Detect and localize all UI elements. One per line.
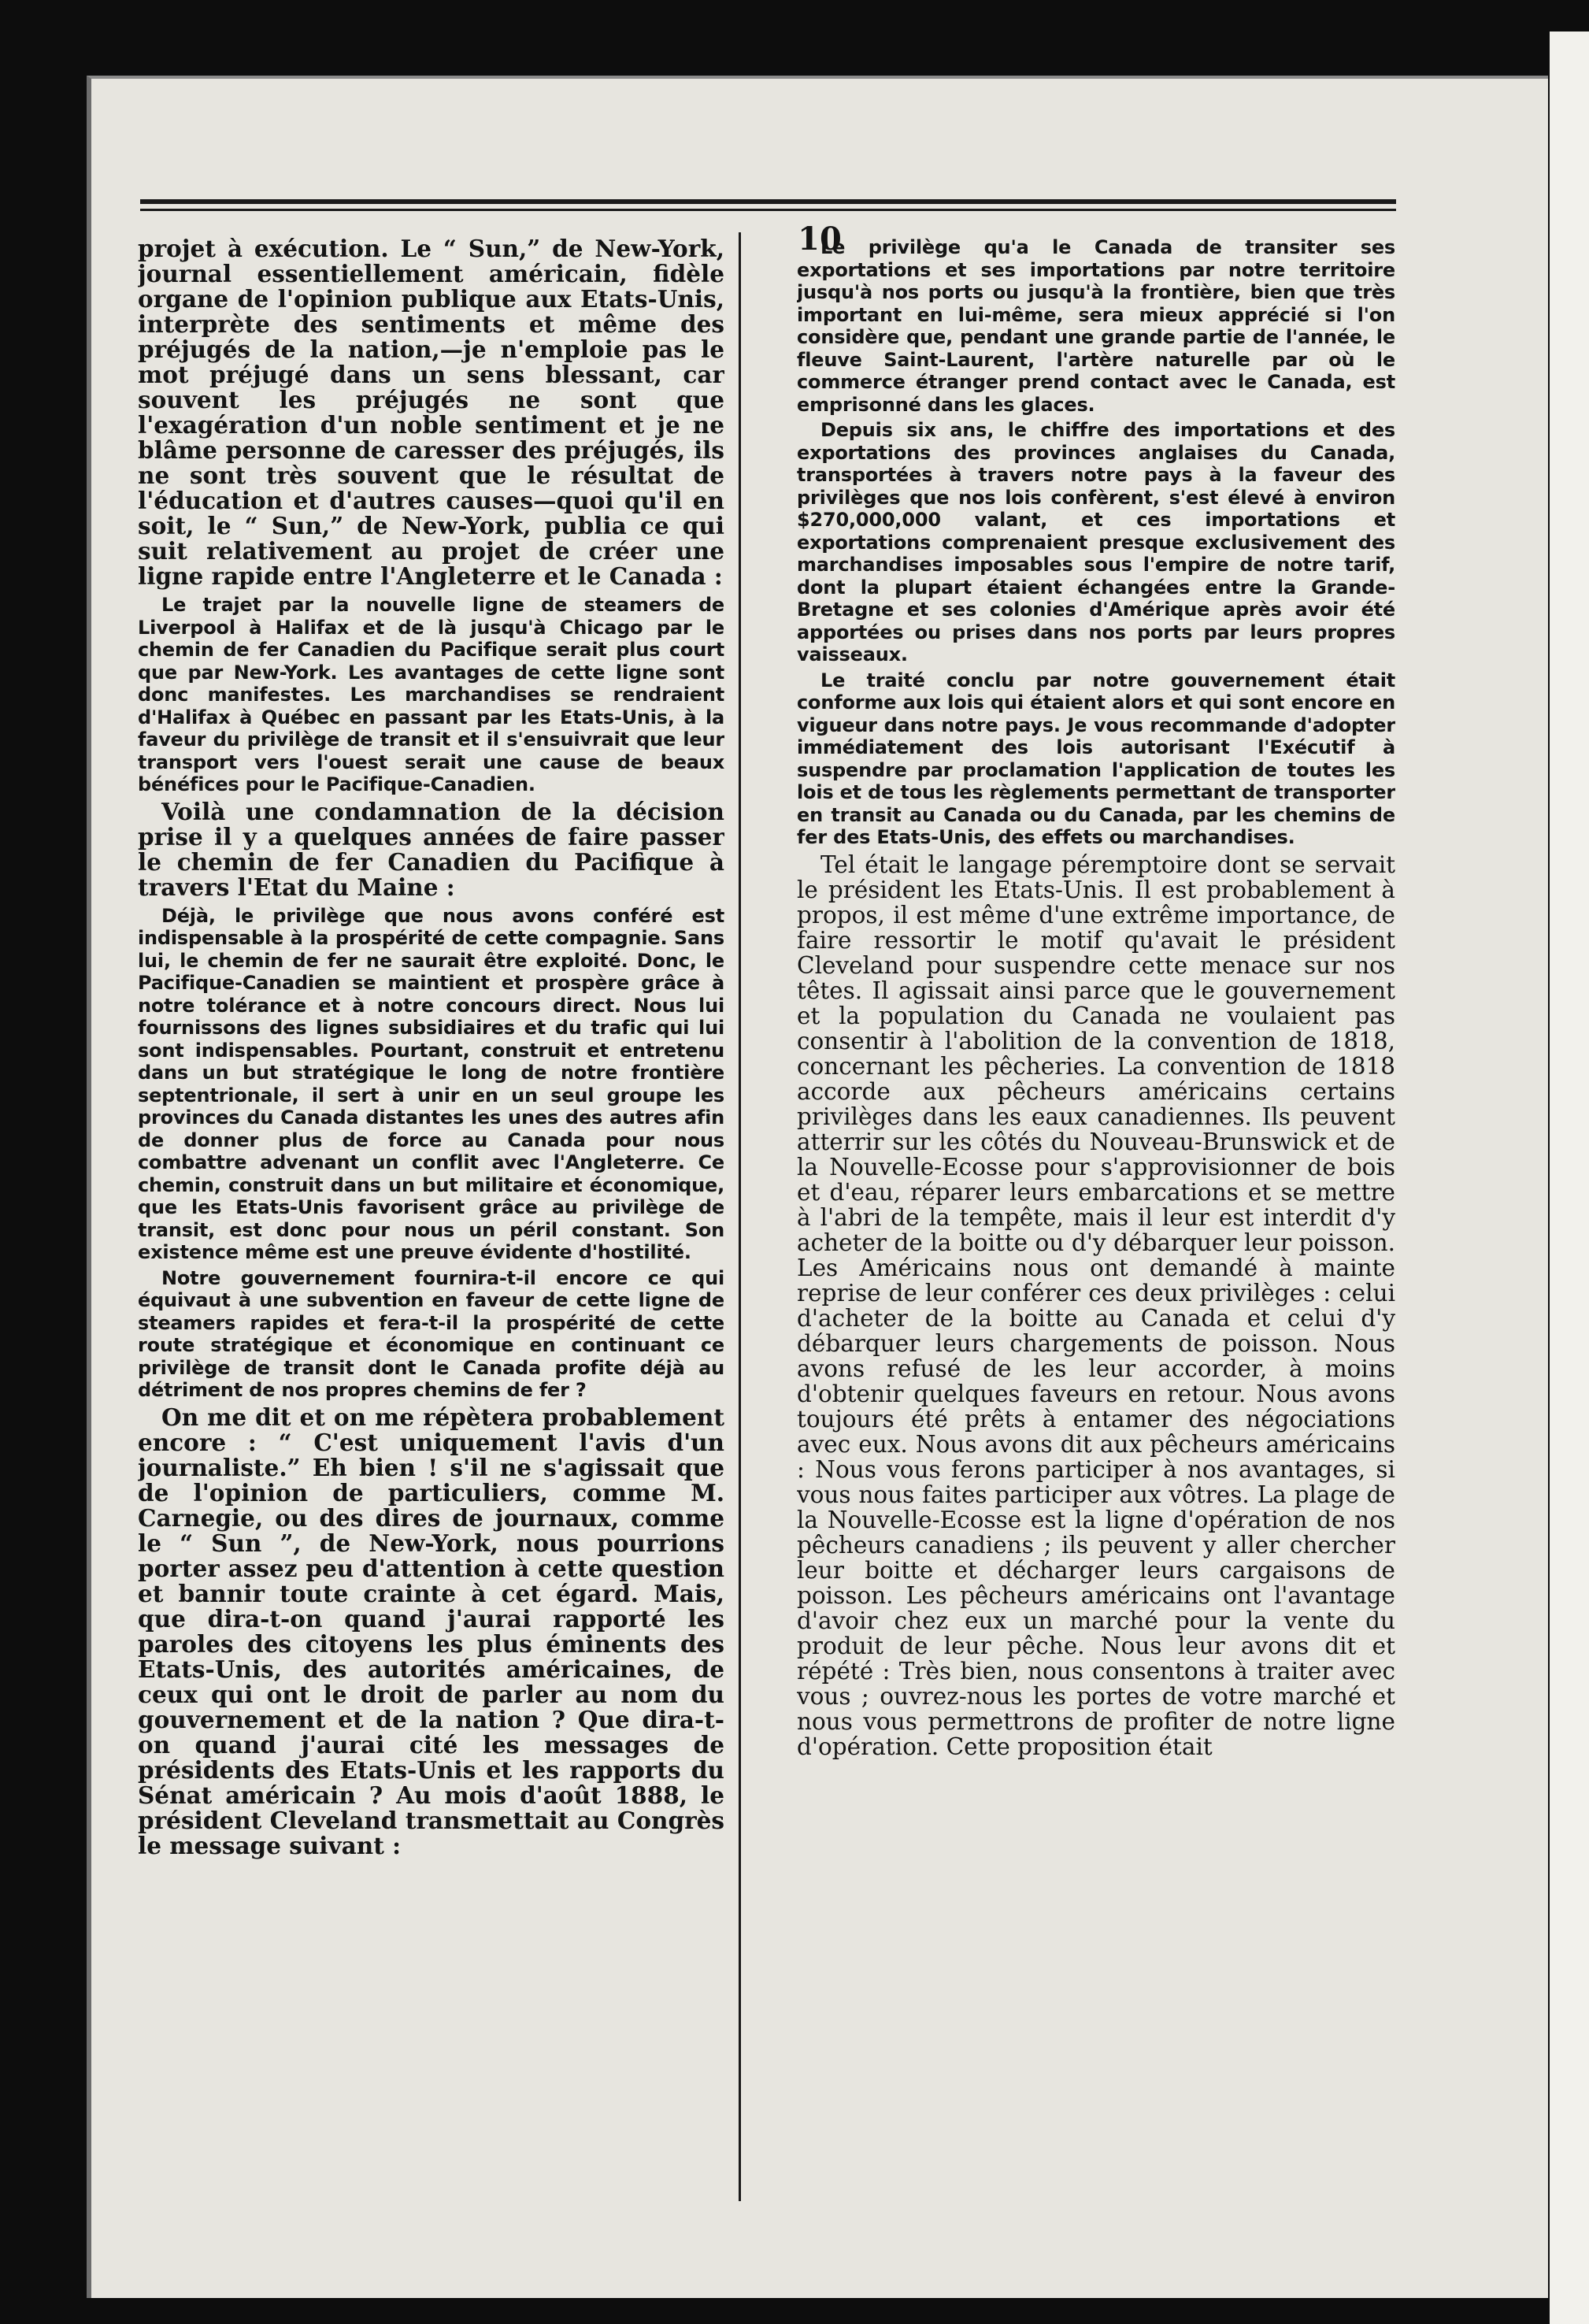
page-number: 10: [798, 221, 842, 258]
paragraph: Voilà une condamnation de la décision prise il y a quelques années de faire passer le chemin de fer Canadien du Pacifique à travers l'Etat du Maine :: [138, 797, 724, 901]
adjacent-page-edge: [1550, 32, 1589, 2324]
quotation: Déjà, le privilège que nous avons conféré est indispensable à la prospérité de cette compagnie. Sans lui, le chemin de fer ne saurait être exploité. Donc, le Pacifique-Canadien se maintient et prospère grâce à notre tolérance et à notre concours direct. Nous lui fournissons des lignes subsidiaires et du trafic qui lui sont indispensables. Pourtant, construit et entretenu dans un but stratégique le long de notre frontière septentrionale, il sert à unir en un seul groupe les provinces du Canada distantes les unes des autres afin de donner plus de force au Canada pour nous combattre advenant un conflit avec l'Angleterre. Ce chemin, construit dans un but militaire et économique, que les Etats-Unis favorisent grâce au privilège de transit, est donc pour nous un péril constant. Son existence même est une preuve évidente d'hostilité.: [138, 904, 724, 1263]
column-divider: [739, 232, 741, 2201]
header-rule-thin: [140, 209, 1396, 211]
quotation: Le privilège qu'a le Canada de transiter ses exportations et ses importations par notre territoire jusqu'à nos ports ou jusqu'à la frontière, bien que très important en lui-même, sera mieux apprécié si l'on considère que, pendant une grande partie de l'année, le fleuve Saint-Laurent, l'artère naturelle par où le commerce étranger prend contact avec le Canada, est emprisonné dans les glaces.: [797, 236, 1395, 416]
paragraph: On me dit et on me répètera probablement encore : “ C'est uniquement l'avis d'un journaliste.” Eh bien ! s'il ne s'agissait que de l'opinion de particuliers, comme M. Carnegie, ou des dires de journaux, comme le “ Sun ”, de New-York, nous pourrions porter assez peu d'attention à cette question et bannir toute crainte à cet égard. Mais, que dira-t-on quand j'aurai rapporté les paroles des citoyens les plus éminents des Etats-Unis, des autorités américaines, de ceux qui ont le droit de parler au nom du gouvernement et de la nation ? Que dira-t-on quand j'aurai cité les messages de présidents des Etats-Unis et les rapports du Sénat américain ? Au mois d'août 1888, le président Cleveland transmettait au Congrès le message suivant :: [138, 1403, 724, 1859]
quotation: Le traité conclu par notre gouvernement était conforme aux lois qui étaient alors et qui sont encore en vigueur dans notre pays. Je vous recommande d'adopter immédiatement des lois autorisant l'Exécutif à suspendre par proclamation l'application de toutes les lois et de tous les règlements permettant de transporter en transit au Canada ou du Canada, par les chemins de fer des Etats-Unis, des effets ou marchandises.: [797, 669, 1395, 848]
header-rule-thick: [140, 199, 1396, 204]
paragraph: projet à exécution. Le “ Sun,” de New-York, journal essentiellement américain, fidèle organe de l'opinion publique aux Etats-Unis, interprète des sentiments et même des préjugés de la nation,—je n'emploie pas le mot préjugé dans un sens blessant, car souvent les préjugés ne sont que l'exagération d'un noble sentiment et je ne blâme personne de caresser des préjugés, ils ne sont très souvent que le résultat de l'éducation et d'autres causes—quoi qu'il en soit, le “ Sun,” de New-York, publia ce qui suit relativement au projet de créer une ligne rapide entre l'Angleterre et le Canada :: [138, 236, 724, 590]
right-column: [797, 236, 1395, 2205]
paragraph: Tel était le langage péremptoire dont se servait le président les Etats-Unis. Il est probablement à propos, il est même d'une extrême importance, de faire ressortir le motif qu'avait le président Cleveland pour suspendre cette menace sur nos têtes. Il agissait ainsi parce que le gouvernement et la population du Canada ne voulaient pas consentir à l'abolition de la convention de 1818, concernant les pêcheries. La convention de 1818 accorde aux pêcheurs américains certains privilèges dans les eaux canadiennes. Ils peuvent atterrir sur les côtés du Nouveau-Brunswick et de la Nouvelle-Ecosse pour s'approvisionner de bois et d'eau, réparer leurs embarcations et se mettre à l'abri de la tempête, mais il leur est interdit d'y acheter de la boitte ou d'y débarquer leur poisson. Les Américains nous ont demandé à mainte reprise de leur conférer ces deux privilèges : celui d'acheter de la boitte au Canada et celui d'y débarquer leurs chargements de poisson. Nous avons refusé de les leur accorder, à moins d'obtenir quelques faveurs en retour. Nous avons toujours été prêts à entamer des négociations avec eux. Nous avons dit aux pêcheurs américains : Nous vous ferons participer à nos avantages, si vous nous faites participer aux vôtres. La plage de la Nouvelle-Ecosse est la ligne d'opération de nos pêcheurs canadiens ; ils peuvent y aller chercher leur boitte et décharger leurs cargaisons de poisson. Les pêcheurs américains ont l'avantage d'avoir chez eux un marché pour la vente du produit de leur pêche. Nous leur avons dit et répété : Très bien, nous consentons à traiter avec vous ; ouvrez-nous les portes de votre marché et nous vous permettrons de profiter de notre ligne d'opération. Cette proposition était: [797, 851, 1395, 1760]
quotation: Notre gouvernement fournira-t-il encore ce qui équivaut à une subvention en faveur de cette ligne de steamers rapides et fera-t-il la prospérité de cette route stratégique et économique en continuant ce privilège de transit dont le Canada profite déjà au détriment de nos propres chemins de fer ?: [138, 1266, 724, 1401]
quotation: Le trajet par la nouvelle ligne de steamers de Liverpool à Halifax et de là jusqu'à Chicago par le chemin de fer Canadien du Pacifique serait plus court que par New-York. Les avantages de cette ligne sont donc manifestes. Les marchandises se rendraient d'Halifax à Québec en passant par les Etats-Unis, à la faveur du privilège de transit et il s'ensuivrait que leur transport vers l'ouest serait une cause de beaux bénéfices pour le Pacifique-Canadien.: [138, 594, 724, 795]
quotation: Depuis six ans, le chiffre des importations et des exportations des provinces anglaises du Canada, transportées à travers notre pays à la faveur des privilèges que nos lois confèrent, s'est élevé à environ $270,000,000 valant, et ces importations et exportations comprenaient presque exclusivement des marchandises imposables sous l'empire de notre tarif, dont la plupart étaient échangées entre la Grande-Bretagne et ses colonies d'Amérique après avoir été apportées ou prises dans nos ports par leurs propres vaisseaux.: [797, 419, 1395, 665]
left-column: [138, 236, 724, 2205]
